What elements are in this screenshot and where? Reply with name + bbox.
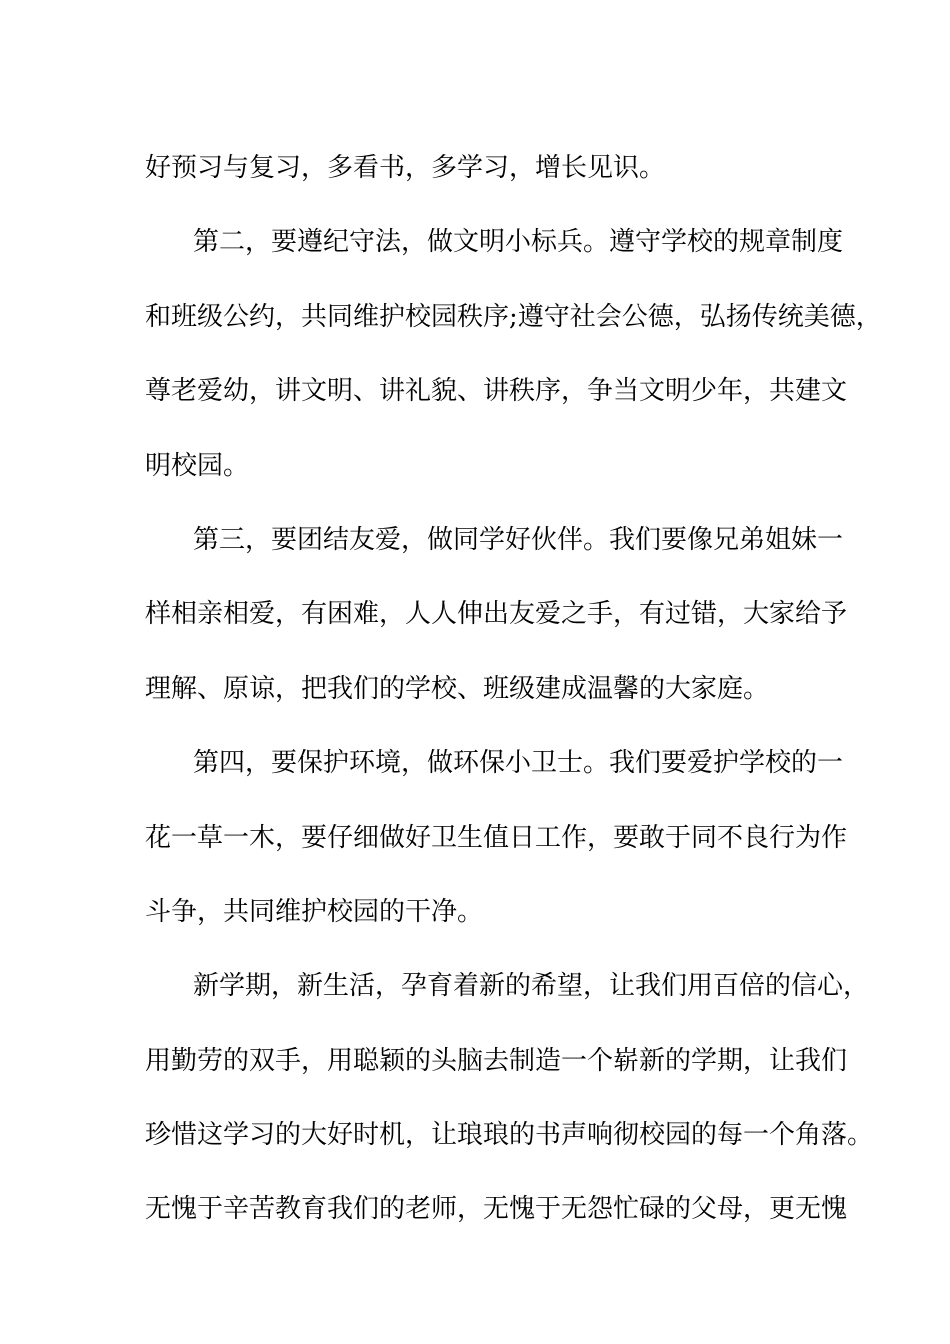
text-line: 用勤劳的双手，用聪颖的头脑去制造一个崭新的学期，让我们	[145, 1045, 848, 1076]
text-line: 新学期，新生活，孕育着新的希望，让我们用百倍的信心，	[193, 971, 870, 1002]
text-line: 和班级公约，共同维护校园秩序;遵守社会公德，弘扬传统美德，	[145, 301, 882, 332]
text-line: 理解、原谅，把我们的学校、班级建成温馨的大家庭。	[145, 673, 770, 704]
text-line: 无愧于辛苦教育我们的老师，无愧于无怨忙碌的父母，更无愧	[145, 1194, 848, 1225]
text-line: 样相亲相爱，有困难，人人伸出友爱之手，有过错，大家给予	[145, 599, 848, 630]
text-line: 第四，要保护环境，做环保小卫士。我们要爱护学校的一	[193, 748, 844, 779]
text-line: 好预习与复习，多看书，多学习，增长见识。	[145, 153, 666, 183]
text-line: 珍惜这学习的大好时机，让琅琅的书声响彻校园的每一个角落。	[145, 1120, 874, 1151]
body-text	[145, 131, 882, 1247]
text-line: 尊老爱幼，讲文明、讲礼貌、讲秩序，争当文明少年，共建文	[145, 376, 848, 407]
text-line: 明校园。	[145, 450, 250, 481]
text-line: 斗争，共同维护校园的干净。	[145, 896, 484, 927]
text-line: 花一草一木，要仔细做好卫生值日工作，要敢于同不良行为作	[145, 822, 848, 853]
text-line: 第二，要遵纪守法，做文明小标兵。遵守学校的规章制度	[193, 227, 844, 258]
text-line: 第三，要团结友爱，做同学好伙伴。我们要像兄弟姐妹一	[193, 524, 844, 555]
